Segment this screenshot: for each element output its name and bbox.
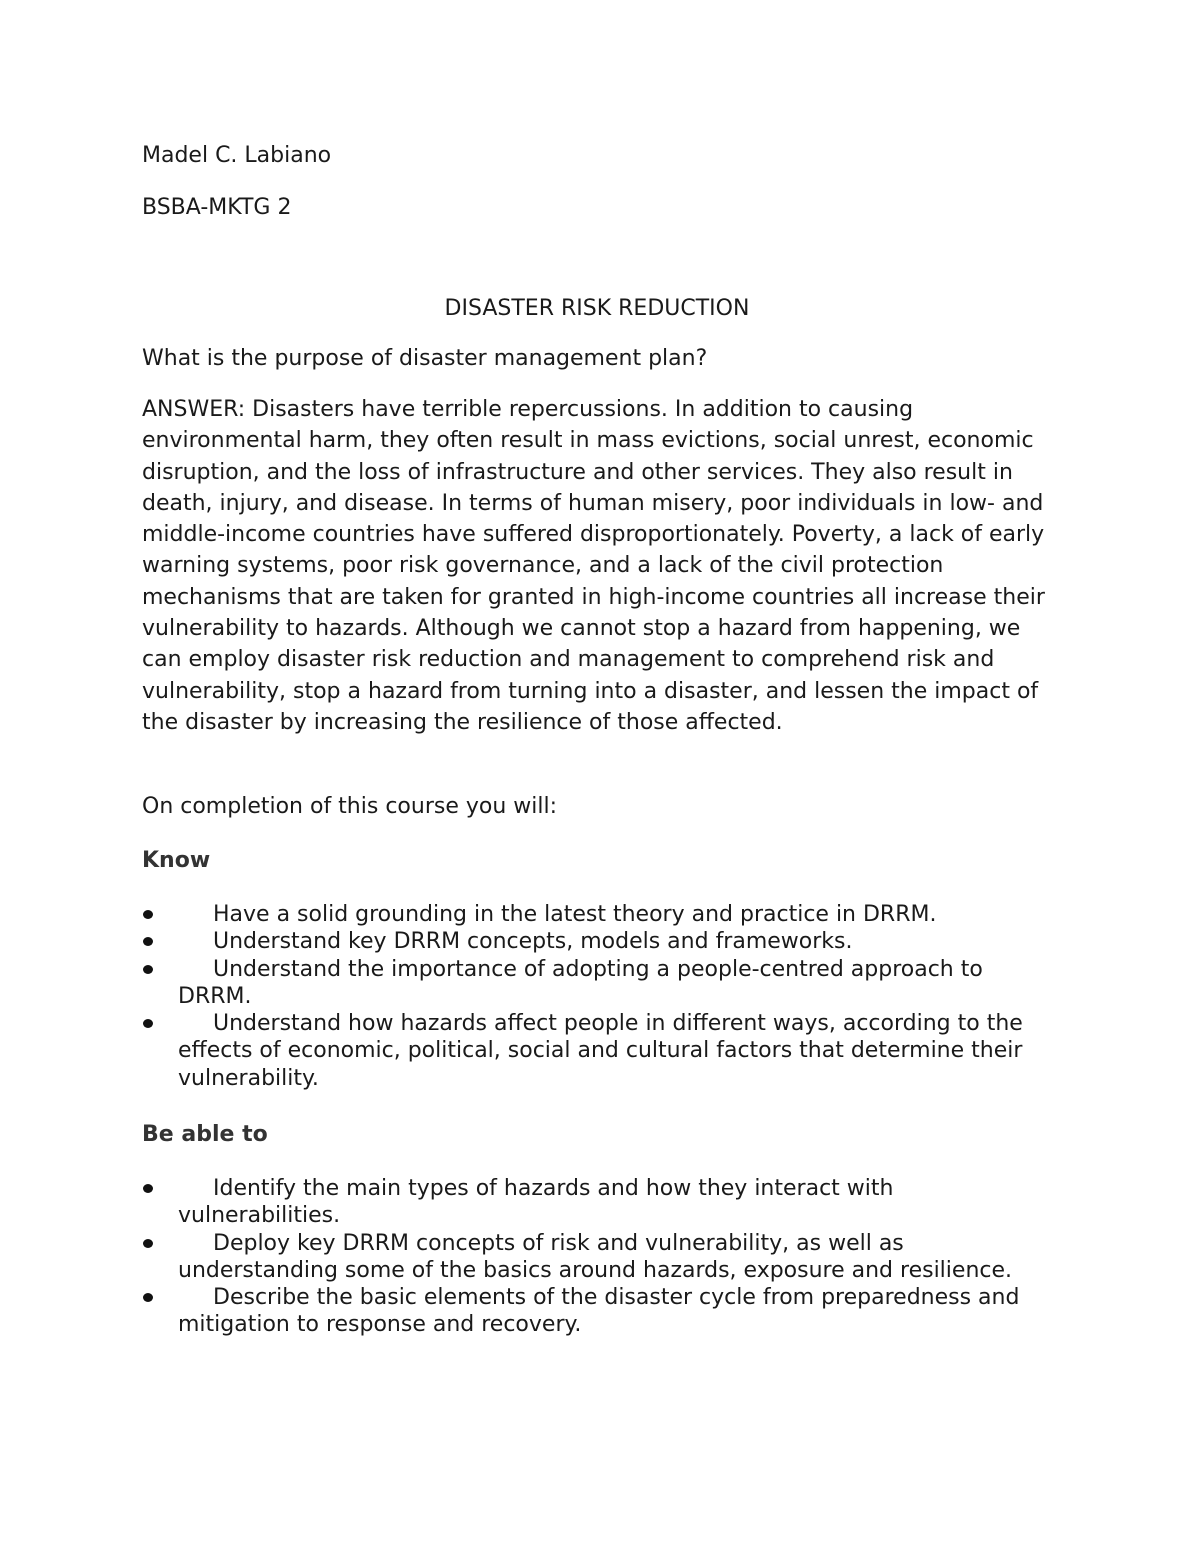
question-text: What is the purpose of disaster management plan? (142, 346, 708, 371)
answer-paragraph: ANSWER: Disasters have terrible repercussions. In addition to causing environmental harm, they often result in mass evictions, social unrest, economic disruption, and the loss of infrastructure and other services. They also result in death, injury, and disease. In terms of human misery, poor individuals in low- and middle-income countries have suffered disproportionately. Poverty, a lack of early warning systems, poor risk governance, and a lack of the civil protection mechanisms that are taken for granted in high-income countries all increase their vulnerability to hazards. Although we cannot stop a hazard from happening, we can employ disaster risk reduction and management to comprehend risk and vulnerability, stop a hazard from turning into a disaster, and lessen the impact of the disaster by increasing the resilience of those affected. (142, 397, 1045, 735)
list-item-text: Have a solid grounding in the latest theory and practice in DRRM. (213, 902, 937, 927)
bullet-icon (143, 1019, 153, 1028)
know-heading: Know (142, 848, 211, 873)
list-item-text: Deploy key DRRM concepts of risk and vulnerability, as well as understanding some of the basics around hazards, exposure and resilience. (178, 1230, 1013, 1283)
bullet-icon (143, 1293, 153, 1302)
list-item-text: Identify the main types of hazards and how they interact with vulnerabilities. (178, 1176, 894, 1229)
course-label: BSBA-MKTG 2 (142, 195, 292, 220)
bullet-icon (143, 1184, 153, 1193)
course-intro: On completion of this course you will: (142, 794, 558, 819)
list-item (142, 1284, 1052, 1339)
list-item (142, 1230, 1052, 1285)
list-item-text: Understand key DRRM concepts, models and frameworks. (213, 929, 853, 955)
list-item-text: Understand how hazards affect people in different ways, according to the effects of economic, political, social and cultural factors that determine their vulnerability. (178, 1011, 1023, 1091)
know-list (142, 901, 1052, 1092)
bullet-icon (143, 1239, 153, 1248)
be-able-to-list (142, 1175, 1052, 1339)
author-name: Madel C. Labiano (142, 143, 332, 168)
list-item (142, 1010, 1052, 1092)
document-title: DISASTER RISK REDUCTION (444, 296, 750, 321)
be-able-to-heading: Be able to (142, 1122, 268, 1147)
list-item-text: Describe the basic elements of the disaster cycle from preparedness and mitigation to response and recovery. (178, 1285, 1020, 1338)
bullet-icon (143, 937, 153, 946)
bullet-icon (143, 965, 153, 974)
list-item (142, 956, 1052, 1011)
list-item (142, 1175, 1052, 1230)
list-item-text: Understand the importance of adopting a people-centred approach to DRRM. (178, 956, 983, 1009)
bullet-icon (143, 910, 153, 919)
list-item (142, 901, 1052, 928)
list-item (142, 928, 1052, 955)
